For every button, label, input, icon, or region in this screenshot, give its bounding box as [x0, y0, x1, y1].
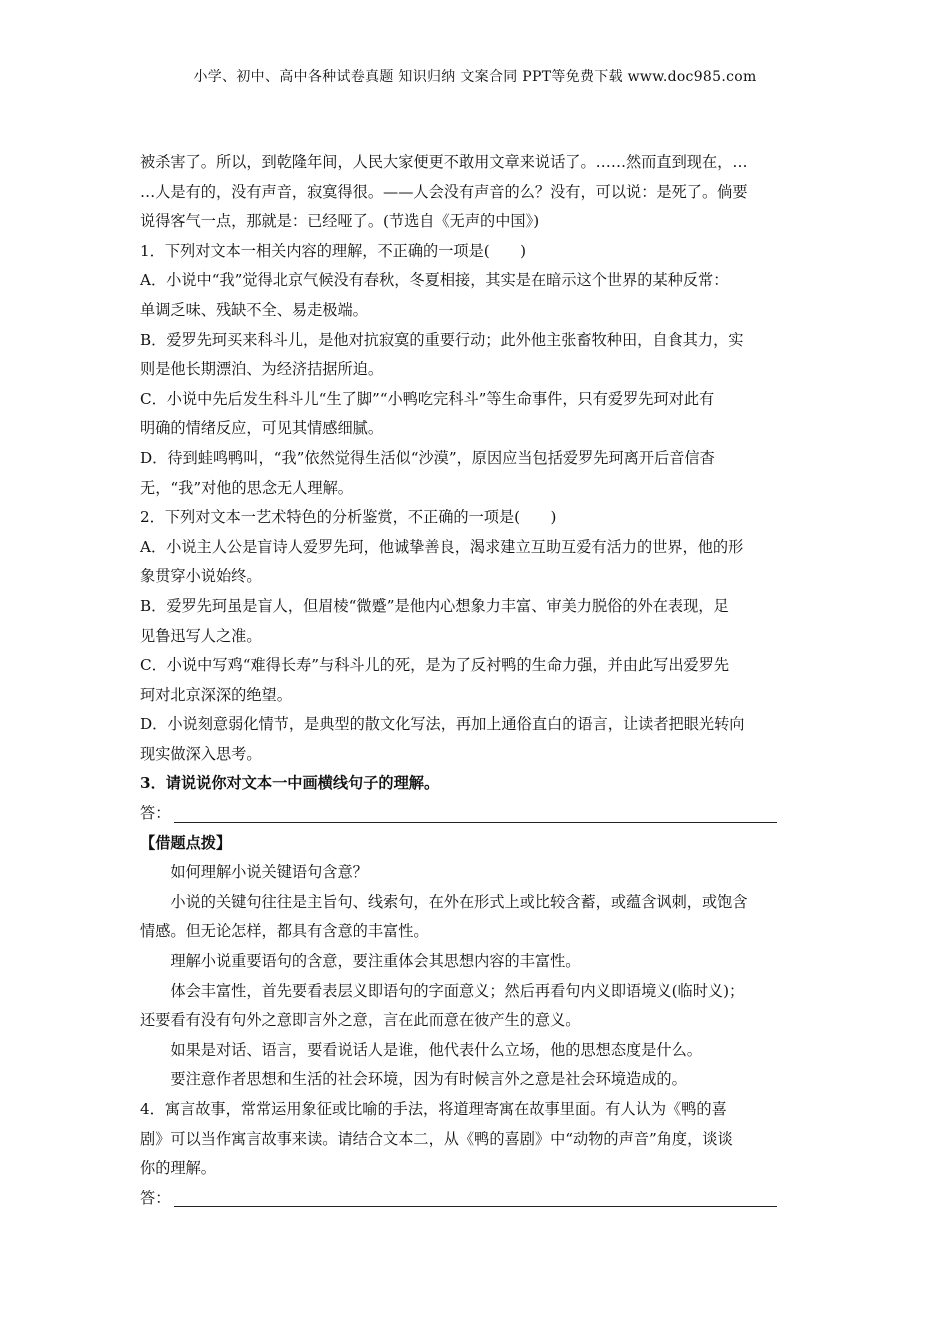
- q3-answer-row: [140, 799, 812, 829]
- q1-option-b-line1: B．爱罗先珂买来科斗儿，是他对抗寂寞的重要行动；此外他主张畜牧种田，自食其力，实: [140, 330, 744, 349]
- q4-answer-row: [140, 1184, 812, 1214]
- q3-answer-line[interactable]: [174, 802, 777, 823]
- tip-line: 理解小说重要语句的含意，要注重体会其思想内容的丰富性。: [170, 952, 581, 971]
- q3-answer-label: 答：: [140, 804, 171, 823]
- question-3-stem: 3．请说说你对文本一中画横线句子的理解。: [140, 774, 440, 793]
- q2-option-c-line2: 珂对北京深深的绝望。: [140, 685, 292, 704]
- intro-line: 被杀害了。所以，到乾隆年间，人民大家便更不敢用文章来说话了。……然而直到现在，…: [140, 153, 748, 171]
- q4-answer-line[interactable]: [174, 1186, 777, 1207]
- q2-option-c-line1: C．小说中写鸡“难得长寿”与科斗儿的死，是为了反衬鸭的生命力强，并由此写出爱罗先: [140, 656, 730, 675]
- question-2-stem: 2．下列对文本一艺术特色的分析鉴赏，不正确的一项是( ): [140, 508, 557, 527]
- intro-line: …人是有的，没有声音，寂寞得很。——人会没有声音的么？没有，可以说：是死了。倘要: [140, 182, 748, 201]
- q2-option-d-line1: D．小说刻意弱化情节，是典型的散文化写法，再加上通俗直白的语言，让读者把眼光转向: [140, 715, 745, 734]
- q1-option-a-line1: A．小说中“我”觉得北京气候没有春秋，冬夏相接，其实是在暗示这个世界的某种反常：: [140, 271, 729, 290]
- question-4-line: 剧》可以当作寓言故事来读。请结合文本二，从《鸭的喜剧》中“动物的声音”角度，谈谈: [140, 1129, 733, 1148]
- tip-line: 还要看有没有句外之意即言外之意，言在此而意在彼产生的意义。: [140, 1011, 581, 1030]
- question-4-line: 4．寓言故事，常常运用象征或比喻的手法，将道理寄寓在故事里面。有人认为《鸭的喜: [140, 1100, 727, 1118]
- q1-option-b-line2: 则是他长期漂泊、为经济拮据所迫。: [140, 360, 383, 379]
- q2-option-a-line2: 象贯穿小说始终。: [140, 567, 262, 586]
- q1-option-d-line1: D．待到蛙鸣鸭叫，“我”依然觉得生活似“沙漠”，原因应当包括爱罗先珂离开后音信杳: [140, 448, 715, 467]
- tip-line: 要注意作者思想和生活的社会环境，因为有时候言外之意是社会环境造成的。: [170, 1070, 687, 1089]
- tip-line: 情感。但无论怎样，都具有含意的丰富性。: [140, 922, 429, 941]
- tip-line: 如何理解小说关键语句含意？: [170, 863, 368, 882]
- page-header: 小学、初中、高中各种试卷真题 知识归纳 文案合同 PPT等免费下载 www.doc985.com: [193, 69, 757, 85]
- question-1-stem: 1．下列对文本一相关内容的理解，不正确的一项是( ): [140, 241, 527, 260]
- tip-title: 【借题点拨】: [140, 833, 232, 852]
- tip-line: 小说的关键句往往是主旨句、线索句，在外在形式上或比较含蓄，或蕴含讽刺，或饱含: [170, 892, 748, 911]
- q1-option-c-line1: C．小说中先后发生科斗儿“生了脚”“小鸭吃完科斗”等生命事件，只有爱罗先珂对此有: [140, 389, 715, 408]
- intro-line: 说得客气一点，那就是：已经哑了。(节选自《无声的中国》): [140, 212, 540, 231]
- tip-line: 如果是对话、语言，要看说话人是谁，他代表什么立场，他的思想态度是什么。: [170, 1040, 702, 1059]
- q1-option-c-line2: 明确的情绪反应，可见其情感细腻。: [140, 419, 383, 438]
- question-4-line: 你的理解。: [140, 1159, 216, 1178]
- q2-option-b-line1: B．爱罗先珂虽是盲人，但眉棱“微蹙”是他内心想象力丰富、审美力脱俗的外在表现，足: [140, 596, 729, 615]
- q2-option-b-line2: 见鲁迅写人之准。: [140, 626, 262, 645]
- tip-line: 体会丰富性，首先要看表层义即语句的字面意义；然后再看句内义即语境义(临时义)；: [170, 981, 745, 1000]
- document-body: [140, 148, 812, 1213]
- q2-option-a-line1: A．小说主人公是盲诗人爱罗先珂，他诚挚善良，渴求建立互助互爱有活力的世界，他的形: [140, 537, 744, 556]
- q4-answer-label: 答：: [140, 1188, 171, 1207]
- q1-option-a-line2: 单调乏味、残缺不全、易走极端。: [140, 300, 368, 319]
- q2-option-d-line2: 现实做深入思考。: [140, 744, 262, 763]
- q1-option-d-line2: 无，“我”对他的思念无人理解。: [140, 478, 353, 497]
